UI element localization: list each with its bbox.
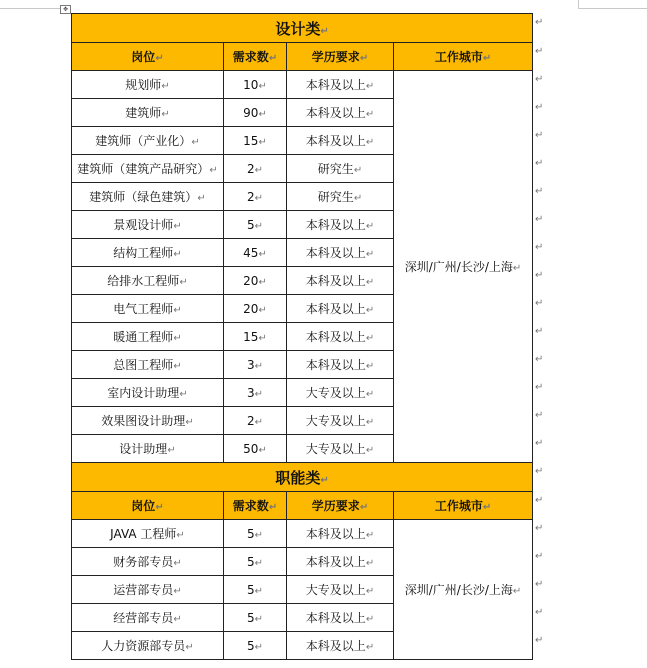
paragraph-mark: ↵	[353, 193, 363, 204]
row-end-mark: ↵	[535, 73, 544, 85]
paragraph-mark: ↵	[512, 263, 522, 274]
work-city-text: 深圳/广州/长沙/上海	[404, 583, 513, 597]
work-city-text: 深圳/广州/长沙/上海	[404, 260, 513, 274]
functional-section-title-row	[72, 463, 533, 492]
count-cell	[224, 407, 287, 435]
position-cell	[72, 379, 224, 407]
education-text: 大专及以上	[305, 583, 366, 597]
education-text: 研究生	[317, 190, 354, 204]
count-cell	[224, 183, 287, 211]
column-header	[287, 492, 394, 520]
count-cell	[224, 71, 287, 99]
education-cell	[287, 71, 394, 99]
table-header-row	[72, 492, 533, 520]
position-cell	[72, 435, 224, 463]
count-cell	[224, 127, 287, 155]
paragraph-mark: ↵	[173, 586, 182, 597]
row-end-mark: ↵	[535, 269, 544, 281]
table-row	[72, 520, 533, 548]
paragraph-mark: ↵	[161, 81, 170, 92]
count-cell	[224, 155, 287, 183]
paragraph-mark: ↵	[173, 558, 182, 569]
count-text: 50	[243, 441, 259, 456]
paragraph-mark: ↵	[254, 529, 264, 541]
education-text: 大专及以上	[305, 414, 366, 428]
paragraph-mark: ↵	[258, 108, 267, 120]
paragraph-mark: ↵	[254, 388, 264, 400]
education-text: 本科及以上	[305, 611, 366, 625]
position-cell	[72, 239, 224, 267]
row-end-mark: ↵	[535, 45, 544, 57]
education-text: 本科及以上	[305, 274, 366, 288]
paragraph-mark: ↵	[155, 502, 164, 513]
column-header	[224, 492, 287, 520]
position-cell	[72, 295, 224, 323]
paragraph-mark: ↵	[209, 165, 218, 176]
position-text: 暖通工程师	[113, 330, 174, 344]
paragraph-mark: ↵	[185, 642, 194, 653]
paragraph-mark: ↵	[254, 164, 264, 176]
table-move-handle-icon[interactable]: ✥	[60, 5, 71, 14]
row-end-mark: ↵	[535, 522, 544, 534]
page-margin-guide	[578, 8, 647, 9]
paragraph-mark: ↵	[365, 614, 375, 625]
row-end-mark: ↵	[535, 101, 544, 113]
paragraph-mark: ↵	[365, 445, 375, 456]
position-text: 运营部专员	[113, 583, 174, 597]
paragraph-mark: ↵	[365, 558, 375, 569]
column-header-label: 工作城市	[434, 499, 483, 513]
count-cell	[224, 323, 287, 351]
position-cell	[72, 632, 224, 660]
position-text: 人力资源部专员	[101, 639, 186, 653]
position-cell	[72, 576, 224, 604]
paragraph-mark: ↵	[254, 220, 264, 232]
row-end-mark: ↵	[535, 437, 544, 449]
education-text: 本科及以上	[305, 555, 366, 569]
position-cell	[72, 548, 224, 576]
column-header-label: 工作城市	[434, 50, 483, 64]
row-end-mark: ↵	[535, 634, 544, 646]
position-text: 财务部专员	[113, 555, 174, 569]
education-cell	[287, 576, 394, 604]
count-text: 2	[246, 189, 255, 204]
position-text: JAVA 工程师	[110, 527, 177, 541]
paragraph-mark: ↵	[254, 613, 264, 625]
recruitment-table	[71, 13, 533, 660]
paragraph-mark: ↵	[365, 81, 375, 92]
count-cell	[224, 576, 287, 604]
education-text: 大专及以上	[305, 386, 366, 400]
paragraph-mark: ↵	[173, 361, 182, 372]
paragraph-mark: ↵	[173, 305, 182, 316]
column-header-label: 学历要求	[311, 50, 360, 64]
count-text: 5	[246, 582, 255, 597]
education-cell	[287, 267, 394, 295]
table-row	[72, 71, 533, 99]
column-header	[394, 492, 533, 520]
paragraph-mark: ↵	[173, 221, 182, 232]
paragraph-mark: ↵	[258, 248, 267, 260]
paragraph-mark: ↵	[320, 25, 329, 37]
education-text: 本科及以上	[305, 639, 366, 653]
paragraph-mark: ↵	[185, 417, 194, 428]
count-cell	[224, 99, 287, 127]
paragraph-mark: ↵	[173, 249, 182, 260]
paragraph-mark: ↵	[359, 502, 369, 513]
position-text: 效果图设计助理	[101, 414, 186, 428]
count-text: 20	[243, 273, 259, 288]
position-cell	[72, 267, 224, 295]
position-text: 给排水工程师	[107, 274, 180, 288]
paragraph-mark: ↵	[365, 109, 375, 120]
count-text: 15	[243, 329, 259, 344]
row-end-mark: ↵	[535, 381, 544, 393]
education-text: 本科及以上	[305, 302, 366, 316]
count-text: 3	[246, 357, 255, 372]
count-cell	[224, 239, 287, 267]
count-cell	[224, 548, 287, 576]
education-cell	[287, 351, 394, 379]
paragraph-mark: ↵	[258, 444, 267, 456]
position-text: 建筑师（产业化）	[95, 134, 192, 148]
row-end-mark: ↵	[535, 241, 544, 253]
count-text: 10	[243, 77, 259, 92]
column-header-label: 需求数	[232, 50, 269, 64]
count-text: 5	[246, 526, 255, 541]
position-text: 建筑师	[125, 106, 162, 120]
position-cell	[72, 127, 224, 155]
row-end-mark: ↵	[535, 185, 544, 197]
column-header-label: 岗位	[131, 50, 156, 64]
paragraph-mark: ↵	[365, 586, 375, 597]
paragraph-mark: ↵	[258, 136, 267, 148]
section-title	[72, 463, 533, 492]
count-text: 90	[243, 105, 259, 120]
count-text: 20	[243, 301, 259, 316]
paragraph-mark: ↵	[365, 389, 375, 400]
education-cell	[287, 127, 394, 155]
column-header	[394, 43, 533, 71]
paragraph-mark: ↵	[365, 333, 375, 344]
paragraph-mark: ↵	[197, 193, 206, 204]
count-text: 5	[246, 638, 255, 653]
column-header-label: 需求数	[232, 499, 269, 513]
row-end-mark: ↵	[535, 129, 544, 141]
paragraph-mark: ↵	[482, 502, 492, 513]
section-title-text: 职能类	[275, 468, 321, 487]
row-end-mark: ↵	[535, 157, 544, 169]
paragraph-mark: ↵	[258, 276, 267, 288]
paragraph-mark: ↵	[179, 277, 188, 288]
count-cell	[224, 604, 287, 632]
column-header	[224, 43, 287, 71]
paragraph-mark: ↵	[167, 445, 176, 456]
position-text: 规划师	[125, 78, 162, 92]
paragraph-mark: ↵	[268, 502, 278, 513]
row-end-mark: ↵	[535, 213, 544, 225]
count-cell	[224, 379, 287, 407]
education-cell	[287, 407, 394, 435]
count-text: 2	[246, 413, 255, 428]
position-text: 电气工程师	[113, 302, 174, 316]
row-end-mark: ↵	[535, 550, 544, 562]
design-section-title-row	[72, 14, 533, 43]
education-cell	[287, 520, 394, 548]
position-cell	[72, 99, 224, 127]
position-cell	[72, 604, 224, 632]
paragraph-mark: ↵	[365, 221, 375, 232]
paragraph-mark: ↵	[155, 53, 164, 64]
paragraph-mark: ↵	[254, 360, 264, 372]
column-header	[287, 43, 394, 71]
paragraph-mark: ↵	[359, 53, 369, 64]
count-text: 3	[246, 385, 255, 400]
paragraph-mark: ↵	[320, 474, 329, 486]
count-cell	[224, 267, 287, 295]
education-cell	[287, 548, 394, 576]
education-text: 本科及以上	[305, 78, 366, 92]
count-text: 15	[243, 133, 259, 148]
paragraph-mark: ↵	[365, 249, 375, 260]
paragraph-mark: ↵	[254, 192, 264, 204]
paragraph-mark: ↵	[258, 332, 267, 344]
education-cell	[287, 323, 394, 351]
position-cell	[72, 520, 224, 548]
paragraph-mark: ↵	[254, 585, 264, 597]
position-cell	[72, 407, 224, 435]
column-header-label: 学历要求	[311, 499, 360, 513]
column-header	[72, 43, 224, 71]
paragraph-mark: ↵	[512, 586, 522, 597]
paragraph-mark: ↵	[353, 165, 363, 176]
paragraph-mark: ↵	[254, 557, 264, 569]
education-cell	[287, 295, 394, 323]
column-header-label: 岗位	[131, 499, 156, 513]
row-end-mark: ↵	[535, 325, 544, 337]
count-cell	[224, 211, 287, 239]
paragraph-mark: ↵	[258, 80, 267, 92]
row-end-mark: ↵	[535, 16, 544, 28]
paragraph-mark: ↵	[254, 416, 264, 428]
paragraph-mark: ↵	[268, 53, 278, 64]
section-title-text: 设计类	[275, 19, 321, 38]
paragraph-mark: ↵	[365, 530, 375, 541]
work-city-cell	[394, 71, 533, 463]
work-city-cell	[394, 520, 533, 660]
count-text: 2	[246, 161, 255, 176]
education-text: 本科及以上	[305, 527, 366, 541]
paragraph-mark: ↵	[173, 614, 182, 625]
count-cell	[224, 632, 287, 660]
paragraph-mark: ↵	[179, 389, 188, 400]
position-cell	[72, 351, 224, 379]
position-cell	[72, 155, 224, 183]
paragraph-mark: ↵	[365, 642, 375, 653]
paragraph-mark: ↵	[191, 137, 200, 148]
education-text: 本科及以上	[305, 330, 366, 344]
education-cell	[287, 379, 394, 407]
position-text: 室内设计助理	[107, 386, 180, 400]
count-cell	[224, 435, 287, 463]
education-cell	[287, 239, 394, 267]
position-cell	[72, 323, 224, 351]
education-cell	[287, 211, 394, 239]
position-cell	[72, 183, 224, 211]
count-cell	[224, 520, 287, 548]
paragraph-mark: ↵	[365, 277, 375, 288]
paragraph-mark: ↵	[176, 530, 185, 541]
row-end-mark: ↵	[535, 409, 544, 421]
row-end-mark: ↵	[535, 297, 544, 309]
row-end-mark: ↵	[535, 494, 544, 506]
position-text: 总图工程师	[113, 358, 174, 372]
paragraph-mark: ↵	[254, 641, 264, 653]
position-text: 结构工程师	[113, 246, 174, 260]
education-text: 本科及以上	[305, 134, 366, 148]
section-title	[72, 14, 533, 43]
position-text: 设计助理	[119, 442, 168, 456]
position-text: 建筑师（建筑产品研究）	[77, 162, 210, 176]
education-text: 本科及以上	[305, 218, 366, 232]
paragraph-mark: ↵	[365, 137, 375, 148]
page-margin-guide	[578, 0, 579, 9]
column-header	[72, 492, 224, 520]
education-cell	[287, 435, 394, 463]
paragraph-mark: ↵	[173, 333, 182, 344]
row-end-mark: ↵	[535, 606, 544, 618]
paragraph-mark: ↵	[258, 304, 267, 316]
education-cell	[287, 155, 394, 183]
education-text: 本科及以上	[305, 106, 366, 120]
count-cell	[224, 295, 287, 323]
paragraph-mark: ↵	[365, 417, 375, 428]
position-text: 景观设计师	[113, 218, 174, 232]
row-end-mark: ↵	[535, 465, 544, 477]
education-cell	[287, 183, 394, 211]
count-text: 5	[246, 610, 255, 625]
count-text: 5	[246, 554, 255, 569]
count-text: 5	[246, 217, 255, 232]
position-text: 经营部专员	[113, 611, 174, 625]
education-text: 研究生	[317, 162, 354, 176]
position-cell	[72, 71, 224, 99]
education-text: 本科及以上	[305, 358, 366, 372]
position-cell	[72, 211, 224, 239]
position-text: 建筑师（绿色建筑）	[89, 190, 198, 204]
paragraph-mark: ↵	[365, 361, 375, 372]
row-end-mark: ↵	[535, 578, 544, 590]
education-cell	[287, 604, 394, 632]
count-cell	[224, 351, 287, 379]
row-end-mark: ↵	[535, 353, 544, 365]
table-header-row	[72, 43, 533, 71]
education-cell	[287, 632, 394, 660]
paragraph-mark: ↵	[365, 305, 375, 316]
paragraph-mark: ↵	[161, 109, 170, 120]
education-text: 大专及以上	[305, 442, 366, 456]
education-cell	[287, 99, 394, 127]
paragraph-mark: ↵	[482, 53, 492, 64]
education-text: 本科及以上	[305, 246, 366, 260]
count-text: 45	[243, 245, 259, 260]
